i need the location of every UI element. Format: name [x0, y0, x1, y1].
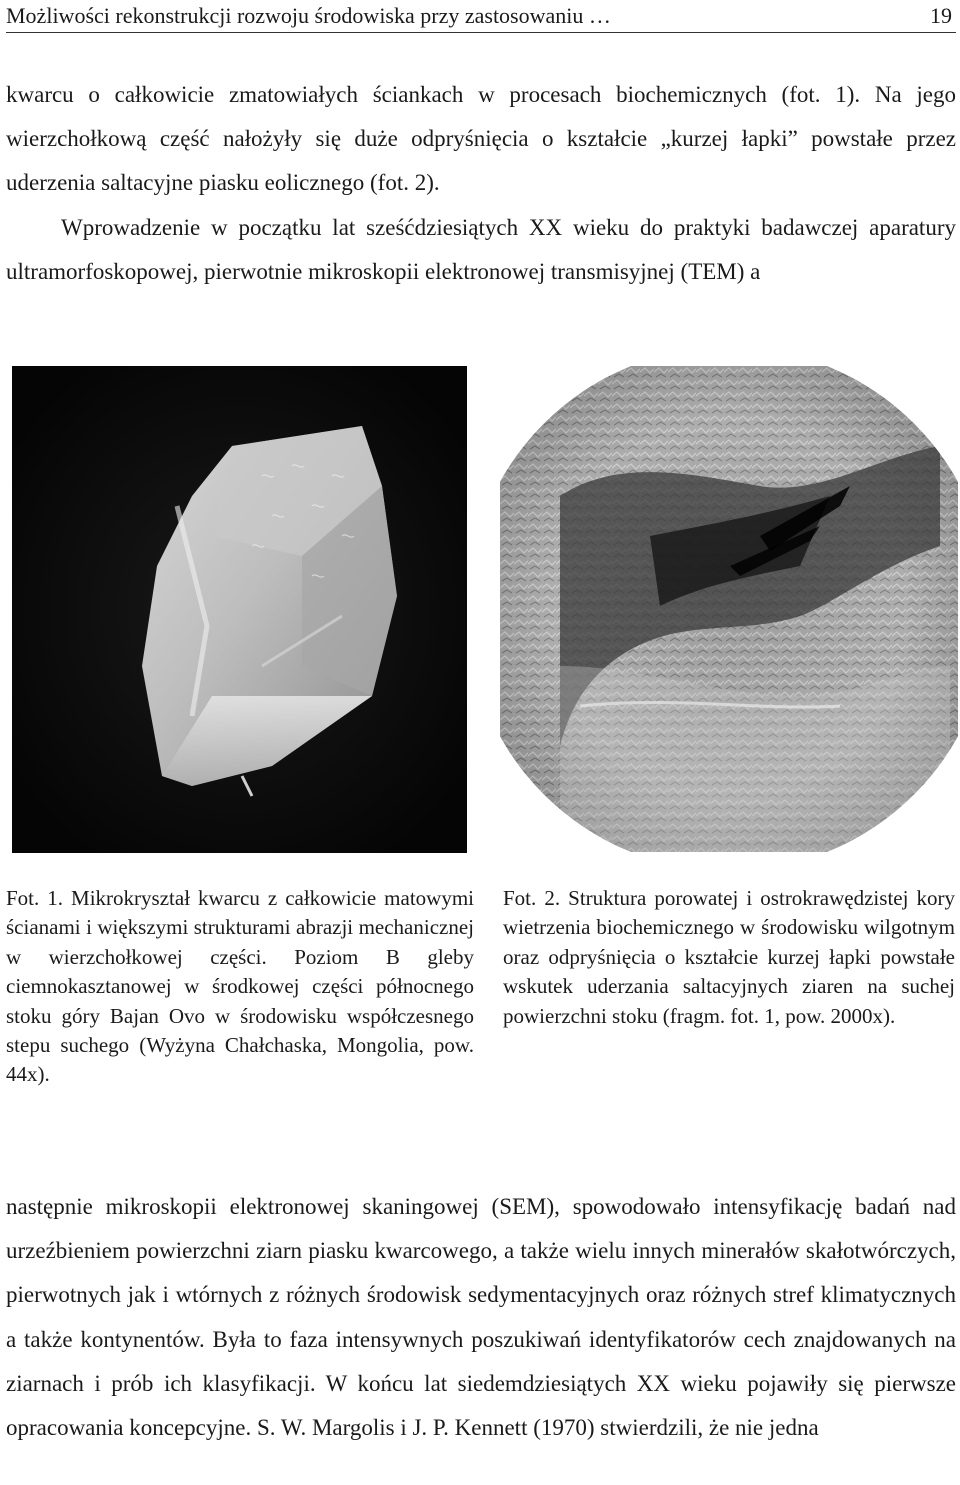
paragraph-2: Wprowadzenie w początku lat sześćdziesiątych XX wieku do praktyki badawczej aparatury ultramorfoskopowej, pierwotnie mikroskopii elektronowej transmisyjnej (TEM) a: [6, 215, 956, 285]
figure-1-caption: Fot. 1. Mikrokryształ kwarcu z całkowicie matowymi ścianami i większymi strukturami abrazji mechanicznej w wierzchołkowej części. Poziom B gleby ciemnokasztanowej w środkowej części północnego stoku góry Bajan Ovo w środowisku współczesnego stepu suchego (Wyżyna Chałchaska, Mongolia, pow. 44x).: [6, 886, 474, 1087]
page-number: 19: [930, 3, 952, 28]
micrograph-weathering-crust: [500, 366, 958, 852]
paragraph-3: następnie mikroskopii elektronowej skaningowej (SEM), spowodowało intensyfikację badań nad urzeźbieniem powierzchni ziarn piasku kwarcowego, a także wielu innych minerałów skałotwórczych, pierwotnych jak i wtórnych z różnych środowisk sedymentacyjnych oraz różnych stref klimatycznych a także kontynentów. Była to faza intensywnych poszukiwań identyfikatorów cech znajdowanych na ziarnach i prób ich klasyfikacji. W końcu lat siedemdziesiątych XX wieku pojawiły się pierwsze opracowania koncepcyjne. S. W. Margolis i J. P. Kennett (1970) stwierdzili, że nie jedna: [6, 1194, 956, 1441]
running-header: [6, 0, 956, 33]
figure-2-caption: Fot. 2. Struktura porowatej i ostrokrawędzistej kory wietrzenia biochemicznego w środowisku wilgotnym oraz odpryśnięcia o kształcie kurzej łapki powstałe wskutek uderzania saltacyjnych ziaren na suchej powierzchni stoku (fragm. fot. 1, pow. 2000x).: [503, 886, 955, 1028]
paragraph-1: kwarcu o całkowicie zmatowiałych ściankach w procesach biochemicznych (fot. 1). Na jego wierzchołkową część nałożyły się duże odpryśnięcia o kształcie „kurzej łapki” powstałe przez uderzenia saltacyjne piasku eolicznego (fot. 2).: [6, 82, 956, 196]
running-title: Możliwości rekonstrukcji rozwoju środowiska przy zastosowaniu …: [6, 3, 611, 28]
micrograph-quartz-crystal: [12, 366, 467, 853]
